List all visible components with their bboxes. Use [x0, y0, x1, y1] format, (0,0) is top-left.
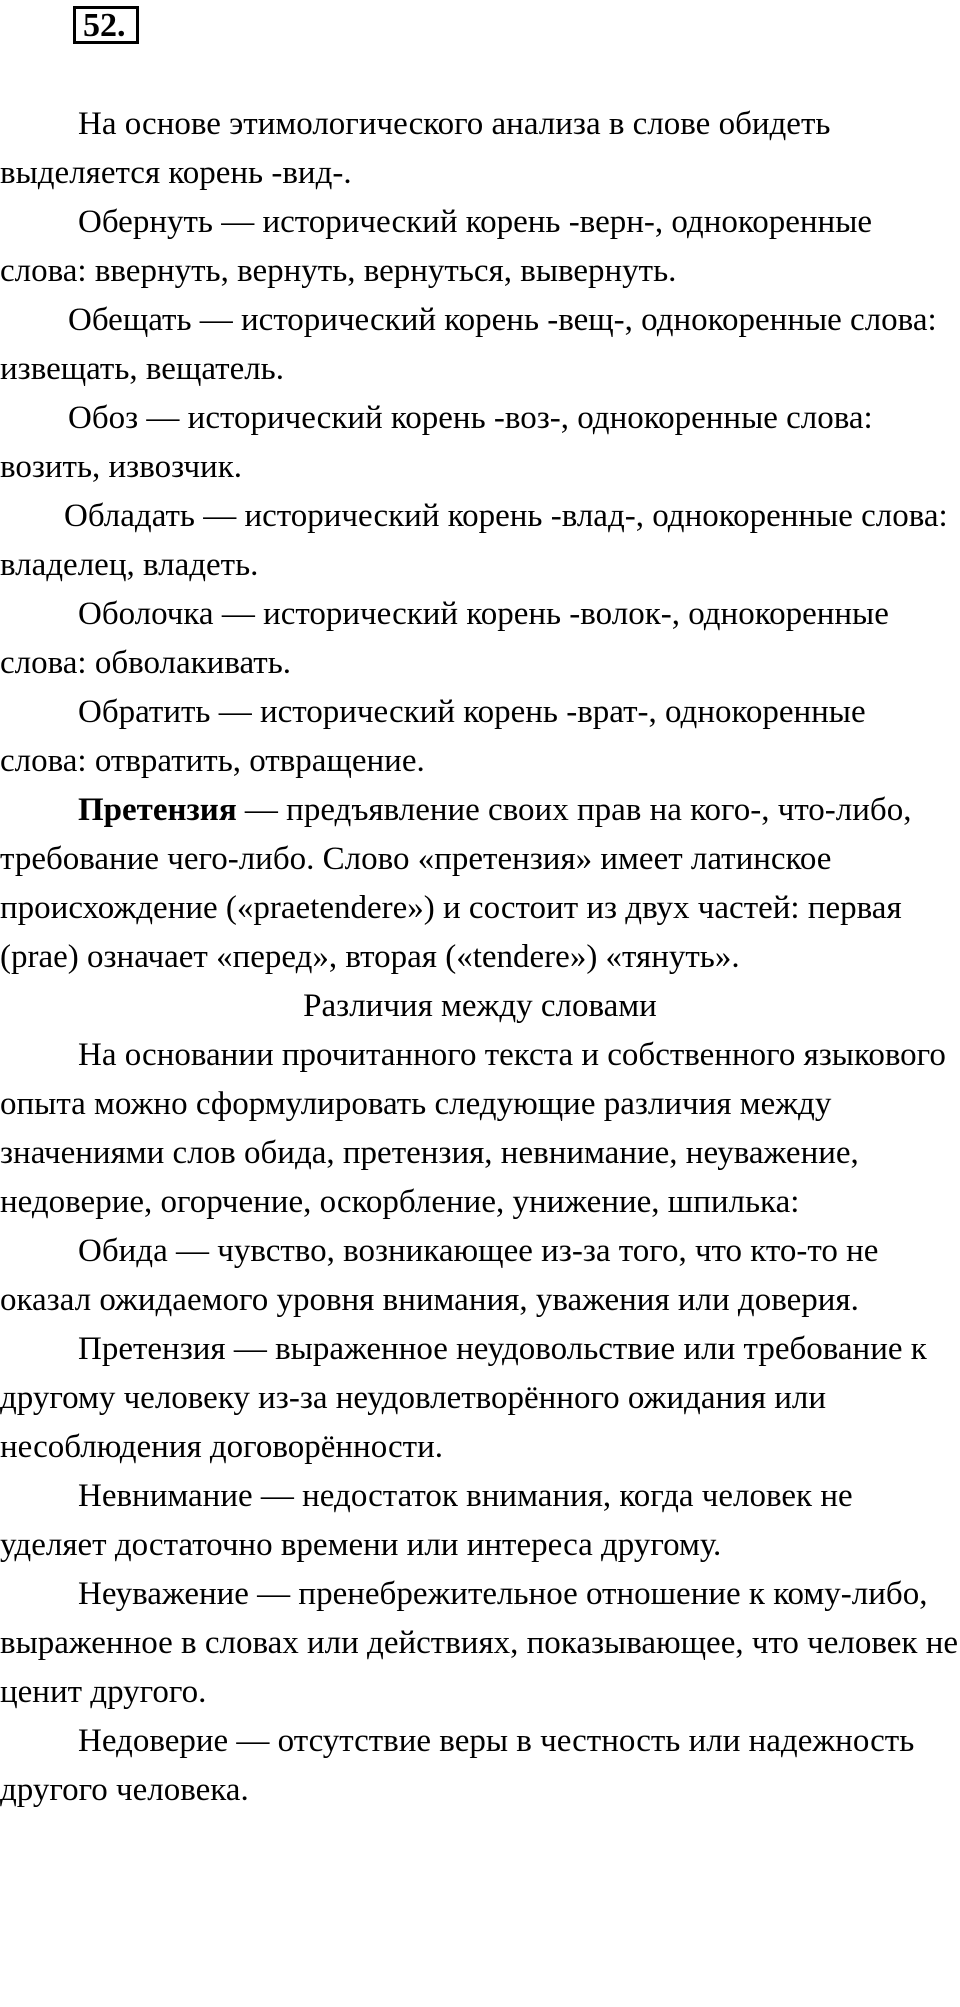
paragraph-obernut: Обернуть — исторический корень -верн-, однокоренные слова: ввернуть, вернуть, вернуться, вывернуть. — [0, 204, 873, 289]
definition-term: Претензия — [78, 792, 237, 828]
paragraph-nevnimanie: Невнимание — недостаток внимания, когда человек не уделяет достаточно времени или интереса другому. — [0, 1478, 853, 1563]
paragraph-obeschat: Обещать — исторический корень -вещ-, однокоренные слова: извещать, вещатель. — [0, 302, 937, 387]
document-body — [0, 100, 960, 1815]
definition-text: — предъявление своих прав на кого-, что-либо, требование чего-либо. Слово «претензия» имеет латинское происхождение («praetendere») и состоит из двух частей: первая (prae) означает «перед», вторая («tendere») «тянуть». — [0, 792, 912, 975]
paragraph-intro: На основе этимологического анализа в слове обидеть выделяется корень -вид-. — [0, 106, 831, 191]
paragraph-obratit: Обратить — исторический корень -врат-, однокоренные слова: отвратить, отвращение. — [0, 694, 866, 779]
paragraph-neuvazhenie: Неуважение — пренебрежительное отношение к кому-либо, выраженное в словах или действиях, показывающее, что человек не ценит другого. — [0, 1576, 959, 1710]
paragraph-pretenziya-definition — [0, 786, 960, 982]
paragraph-obolochka: Оболочка — исторический корень -волок-, однокоренные слова: обволакивать. — [0, 596, 889, 681]
task-number-box: 52. — [73, 6, 139, 44]
paragraph-oboz: Обоз — исторический корень -воз-, однокоренные слова: возить, извозчик. — [0, 400, 873, 485]
paragraph-differences-intro: На основании прочитанного текста и собственного языкового опыта можно сформулировать следующие различия между значениями слов обида, претензия, невнимание, неуважение, недоверие, огорчение, оскорбление, унижение, шпилька: — [0, 1037, 946, 1220]
paragraph-pretenziya: Претензия — выраженное неудовольствие или требование к другому человеку из-за неудовлетворённого ожидания или несоблюдения договорённости. — [0, 1331, 927, 1465]
paragraph-obida: Обида — чувство, возникающее из-за того, что кто-то не оказал ожидаемого уровня внимания, уважения или доверия. — [0, 1233, 879, 1318]
paragraph-nedoverie: Недоверие — отсутствие веры в честность или надежность другого человека. — [0, 1723, 915, 1808]
section-heading: Различия между словами — [303, 988, 657, 1024]
paragraph-obladat: Обладать — исторический корень -влад-, однокоренные слова: владелец, владеть. — [0, 498, 948, 583]
